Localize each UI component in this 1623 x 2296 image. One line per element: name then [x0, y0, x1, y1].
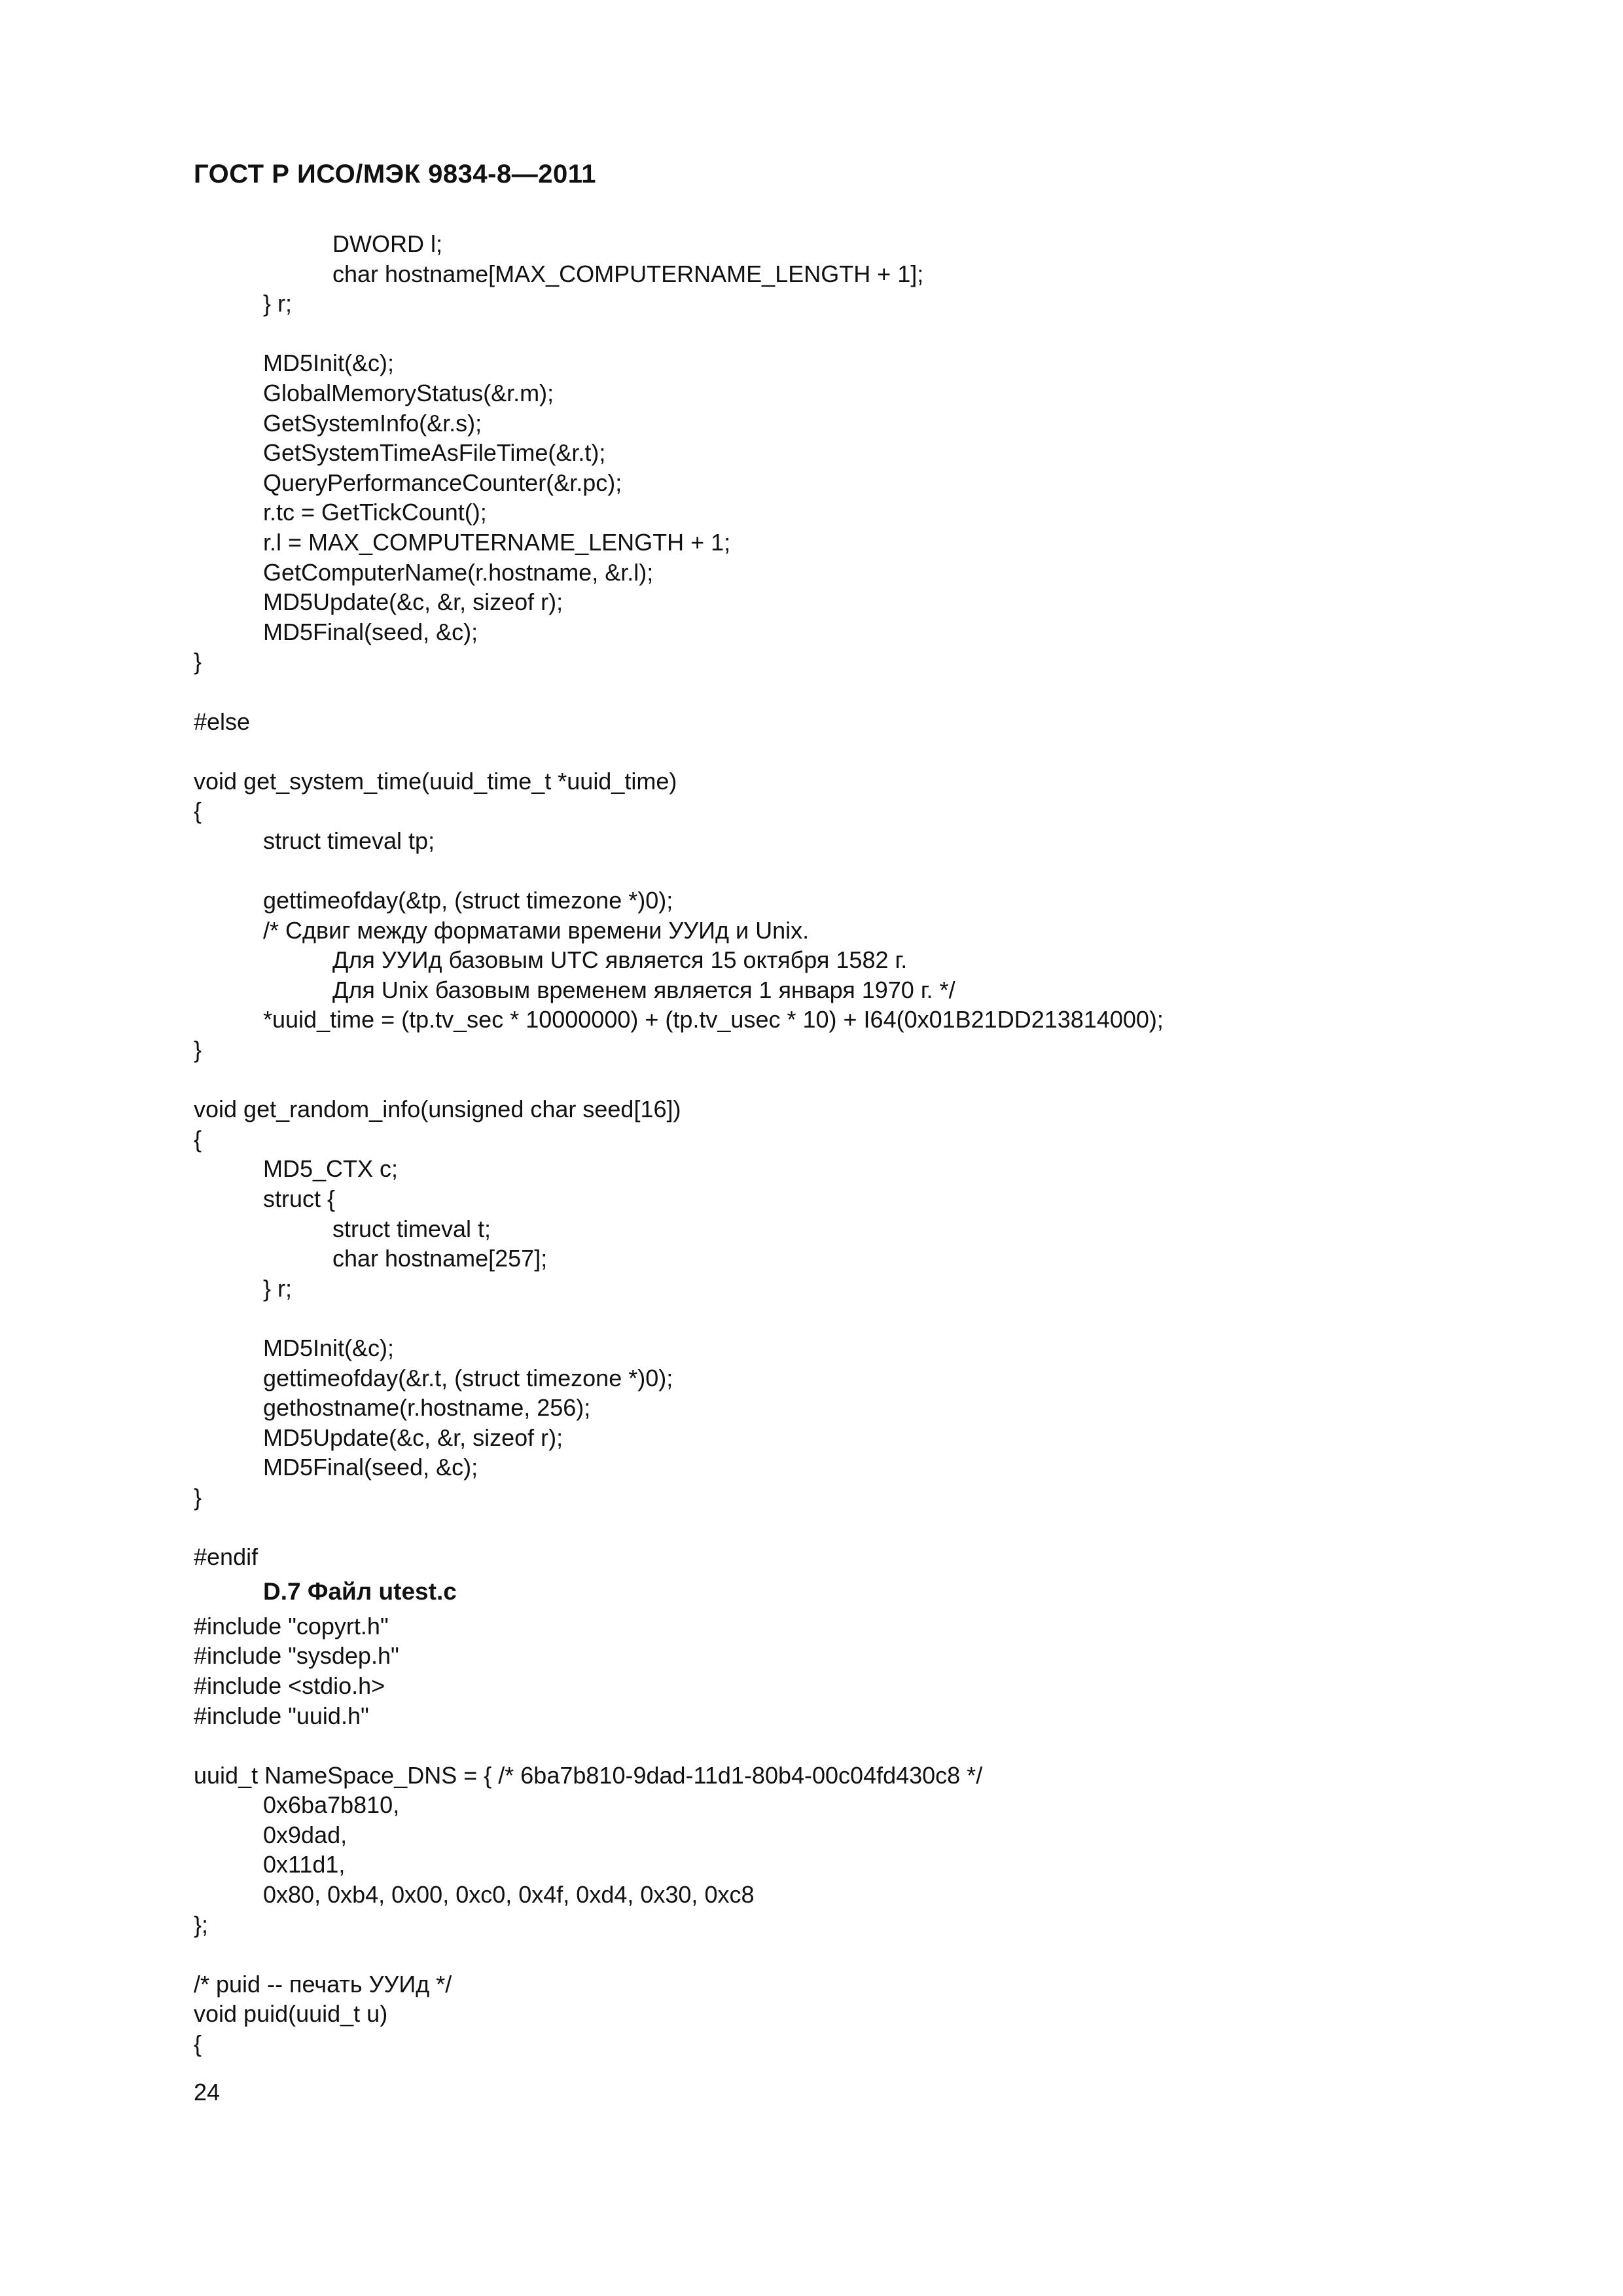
- page-header: ГОСТ Р ИСО/МЭК 9834-8—2011: [194, 160, 596, 188]
- code-line: GlobalMemoryStatus(&r.m);: [263, 379, 554, 406]
- code-line: [194, 736, 1503, 766]
- code-line: [194, 1731, 1503, 1761]
- code-line: /* puid -- печать УУИд */: [194, 1970, 452, 1998]
- code-line: gettimeofday(&r.t, (struct timezone *)0);: [263, 1364, 673, 1391]
- code-line: char hostname[257];: [332, 1245, 548, 1272]
- code-line: } r;: [263, 290, 293, 317]
- code-line: MD5_CTX c;: [263, 1155, 399, 1183]
- code-line: [194, 855, 1503, 886]
- code-listing: [194, 229, 1503, 2059]
- code-line: [194, 1065, 1503, 1095]
- code-line: #include "uuid.h": [194, 1702, 369, 1729]
- code-line: gethostname(r.hostname, 256);: [263, 1394, 591, 1422]
- code-line: }: [194, 648, 202, 675]
- code-line: [194, 677, 1503, 707]
- code-line: [194, 1939, 1503, 1969]
- code-line: MD5Update(&c, &r, sizeof r);: [263, 588, 563, 616]
- code-line: #endif: [194, 1543, 259, 1571]
- code-line: MD5Init(&c);: [263, 350, 395, 377]
- code-line: MD5Init(&c);: [263, 1334, 395, 1361]
- code-line: }: [194, 1036, 202, 1064]
- code-line: } r;: [263, 1274, 293, 1302]
- code-line: *uuid_time = (tp.tv_sec * 10000000) + (tp.tv_usec * 10) + I64(0x01B21DD213814000);: [263, 1006, 1164, 1033]
- code-line: gettimeofday(&tp, (struct timezone *)0);: [263, 887, 673, 914]
- code-line: void get_random_info(unsigned char seed[16]): [194, 1096, 681, 1123]
- code-line: }: [194, 1483, 202, 1511]
- code-line: /* Сдвиг между форматами времени УУИд и Unix.: [263, 916, 810, 944]
- code-line: [194, 319, 1503, 349]
- code-line: {: [194, 797, 202, 825]
- code-line: Для Unix базовым временем является 1 января 1970 г. */: [332, 976, 955, 1003]
- code-line: #include "sysdep.h": [194, 1642, 399, 1670]
- code-line: void get_system_time(uuid_time_t *uuid_time): [194, 767, 677, 795]
- code-line: 0x11d1,: [263, 1851, 346, 1878]
- code-line: {: [194, 2030, 202, 2058]
- code-line: char hostname[MAX_COMPUTERNAME_LENGTH + 1];: [332, 260, 924, 287]
- code-line: [194, 1303, 1503, 1333]
- code-line: GetSystemInfo(&r.s);: [263, 409, 482, 437]
- code-line: GetSystemTimeAsFileTime(&r.t);: [263, 439, 606, 467]
- code-line: [194, 1513, 1503, 1543]
- code-line: MD5Update(&c, &r, sizeof r);: [263, 1424, 563, 1451]
- code-line: Для УУИд базовым UTC является 15 октября 1582 г.: [332, 946, 908, 974]
- code-line: #else: [194, 708, 251, 735]
- code-line: GetComputerName(r.hostname, &r.l);: [263, 558, 654, 586]
- code-line: 0x6ba7b810,: [263, 1791, 400, 1819]
- code-line: 0x9dad,: [263, 1821, 348, 1848]
- code-line: uuid_t NameSpace_DNS = { /* 6ba7b810-9dad-11d1-80b4-00c04fd430c8 */: [194, 1761, 983, 1789]
- code-line: QueryPerformanceCounter(&r.pc);: [263, 469, 622, 496]
- code-line: MD5Final(seed, &c);: [263, 1454, 478, 1481]
- code-line: DWORD l;: [332, 230, 442, 257]
- code-line: r.l = MAX_COMPUTERNAME_LENGTH + 1;: [263, 528, 731, 556]
- code-line: {: [194, 1125, 202, 1153]
- code-line: struct timeval t;: [332, 1215, 491, 1242]
- section-heading: D.7 Файл utest.c: [263, 1577, 457, 1605]
- code-line: MD5Final(seed, &c);: [263, 618, 478, 645]
- code-line: };: [194, 1910, 209, 1938]
- page-number: 24: [194, 2079, 221, 2106]
- code-line: 0x80, 0xb4, 0x00, 0xc0, 0x4f, 0xd4, 0x30, 0xc8: [263, 1881, 755, 1909]
- code-line: void puid(uuid_t u): [194, 2000, 388, 2028]
- code-line: struct {: [263, 1185, 336, 1212]
- code-line: #include <stdio.h>: [194, 1672, 385, 1699]
- code-line: r.tc = GetTickCount();: [263, 499, 487, 526]
- code-line: struct timeval tp;: [263, 827, 435, 854]
- code-line: #include "copyrt.h": [194, 1612, 389, 1640]
